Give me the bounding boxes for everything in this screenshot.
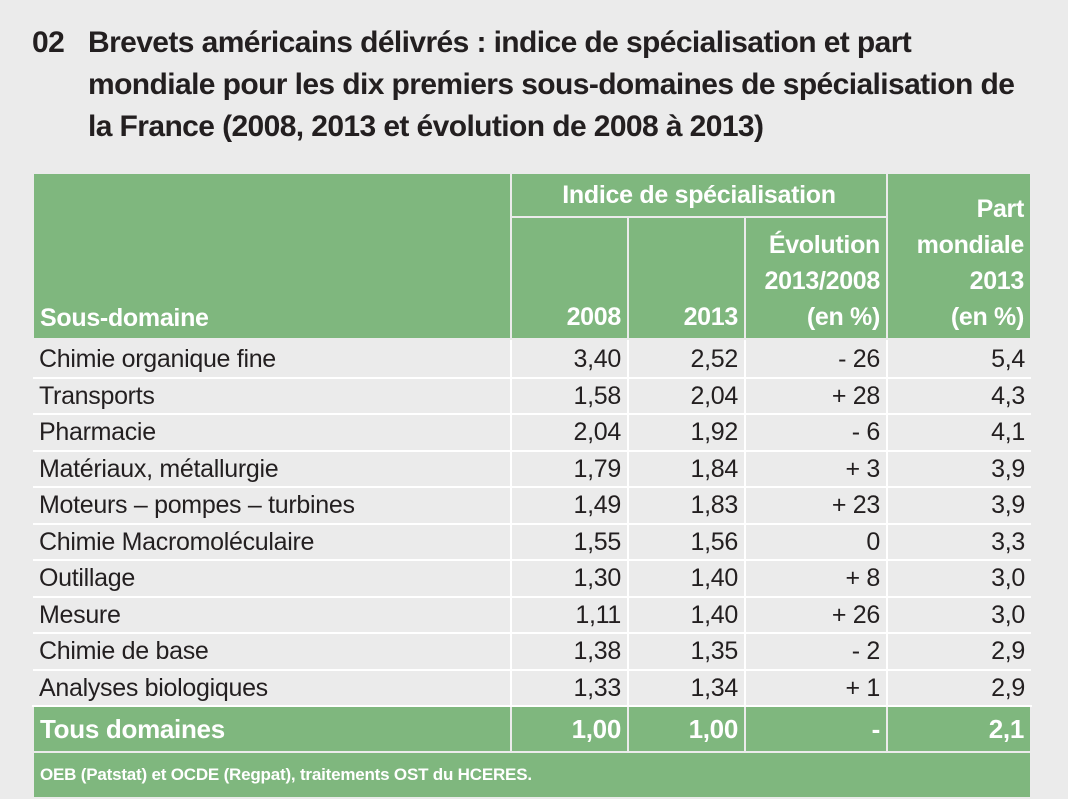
source-note: OEB (Patstat) et OCDE (Regpat), traitements OST du HCERES. xyxy=(33,752,1031,798)
table-row xyxy=(33,339,1031,378)
header-evolution xyxy=(745,217,887,339)
source-row xyxy=(33,752,1031,798)
cell-evolution: + 1 xyxy=(745,670,887,707)
total-evolution: - xyxy=(745,706,887,752)
cell-share: 4,1 xyxy=(887,414,1031,451)
cell-evolution: + 26 xyxy=(745,597,887,634)
cell-2008: 1,30 xyxy=(511,560,628,597)
total-2013: 1,00 xyxy=(628,706,745,752)
cell-subdomain: Moteurs – pompes – turbines xyxy=(33,487,511,524)
cell-2008: 1,33 xyxy=(511,670,628,707)
cell-2008: 1,49 xyxy=(511,487,628,524)
cell-2013: 1,84 xyxy=(628,451,745,488)
cell-evolution: + 28 xyxy=(745,378,887,415)
cell-evolution: - 26 xyxy=(745,339,887,378)
cell-2013: 1,92 xyxy=(628,414,745,451)
table-row xyxy=(33,487,1031,524)
cell-share: 2,9 xyxy=(887,670,1031,707)
cell-subdomain: Outillage xyxy=(33,560,511,597)
header-share xyxy=(887,173,1031,339)
cell-2008: 1,38 xyxy=(511,633,628,670)
table-row xyxy=(33,597,1031,634)
cell-2013: 1,35 xyxy=(628,633,745,670)
cell-2013: 1,56 xyxy=(628,524,745,561)
header-share-line1: Part xyxy=(976,195,1025,223)
cell-2013: 2,04 xyxy=(628,378,745,415)
table-row xyxy=(33,560,1031,597)
header-2013: 2013 xyxy=(628,217,745,339)
total-row xyxy=(33,706,1031,752)
cell-subdomain: Chimie Macromoléculaire xyxy=(33,524,511,561)
cell-subdomain: Analyses biologiques xyxy=(33,670,511,707)
cell-2013: 1,34 xyxy=(628,670,745,707)
total-2008: 1,00 xyxy=(511,706,628,752)
specialisation-table xyxy=(32,172,1032,799)
figure-title: Brevets américains délivrés : indice de spécialisation et part mondiale pour les dix premiers sous-domaines de spécialisation de la France (2008, 2013 et évolution de 2008 à 2013) xyxy=(88,26,1015,143)
header-share-line2: mondiale xyxy=(916,231,1025,259)
cell-subdomain: Chimie organique fine xyxy=(33,339,511,378)
table-row xyxy=(33,378,1031,415)
total-share: 2,1 xyxy=(887,706,1031,752)
cell-2008: 1,11 xyxy=(511,597,628,634)
cell-subdomain: Matériaux, métallurgie xyxy=(33,451,511,488)
cell-share: 3,3 xyxy=(887,524,1031,561)
cell-evolution: + 8 xyxy=(745,560,887,597)
cell-2013: 2,52 xyxy=(628,339,745,378)
cell-evolution: + 23 xyxy=(745,487,887,524)
table-row xyxy=(33,414,1031,451)
cell-subdomain: Pharmacie xyxy=(33,414,511,451)
cell-evolution: - 6 xyxy=(745,414,887,451)
cell-2008: 1,79 xyxy=(511,451,628,488)
cell-share: 3,0 xyxy=(887,597,1031,634)
cell-2013: 1,40 xyxy=(628,560,745,597)
cell-subdomain: Chimie de base xyxy=(33,633,511,670)
cell-evolution: + 3 xyxy=(745,451,887,488)
cell-evolution: 0 xyxy=(745,524,887,561)
cell-evolution: - 2 xyxy=(745,633,887,670)
cell-2008: 1,55 xyxy=(511,524,628,561)
total-label: Tous domaines xyxy=(33,706,511,752)
header-evolution-line2: 2013/2008 xyxy=(764,267,881,295)
table-row xyxy=(33,451,1031,488)
header-evolution-line1: Évolution xyxy=(768,231,881,259)
cell-share: 3,0 xyxy=(887,560,1031,597)
table-row xyxy=(33,524,1031,561)
cell-2008: 3,40 xyxy=(511,339,628,378)
cell-2013: 1,40 xyxy=(628,597,745,634)
figure-title-block xyxy=(32,22,1042,148)
header-2008: 2008 xyxy=(511,217,628,339)
cell-share: 3,9 xyxy=(887,487,1031,524)
cell-subdomain: Transports xyxy=(33,378,511,415)
header-index-group: Indice de spécialisation xyxy=(511,173,887,217)
cell-share: 3,9 xyxy=(887,451,1031,488)
cell-2008: 1,58 xyxy=(511,378,628,415)
header-subdomain: Sous-domaine xyxy=(33,173,511,339)
header-evolution-line3: (en %) xyxy=(806,303,881,331)
table-row xyxy=(33,633,1031,670)
table-row xyxy=(33,670,1031,707)
cell-subdomain: Mesure xyxy=(33,597,511,634)
cell-share: 2,9 xyxy=(887,633,1031,670)
cell-2013: 1,83 xyxy=(628,487,745,524)
figure-number: 02 xyxy=(32,26,65,59)
cell-2008: 2,04 xyxy=(511,414,628,451)
cell-share: 4,3 xyxy=(887,378,1031,415)
header-share-line3: 2013 xyxy=(969,267,1025,295)
cell-share: 5,4 xyxy=(887,339,1031,378)
header-share-line4: (en %) xyxy=(950,303,1025,331)
